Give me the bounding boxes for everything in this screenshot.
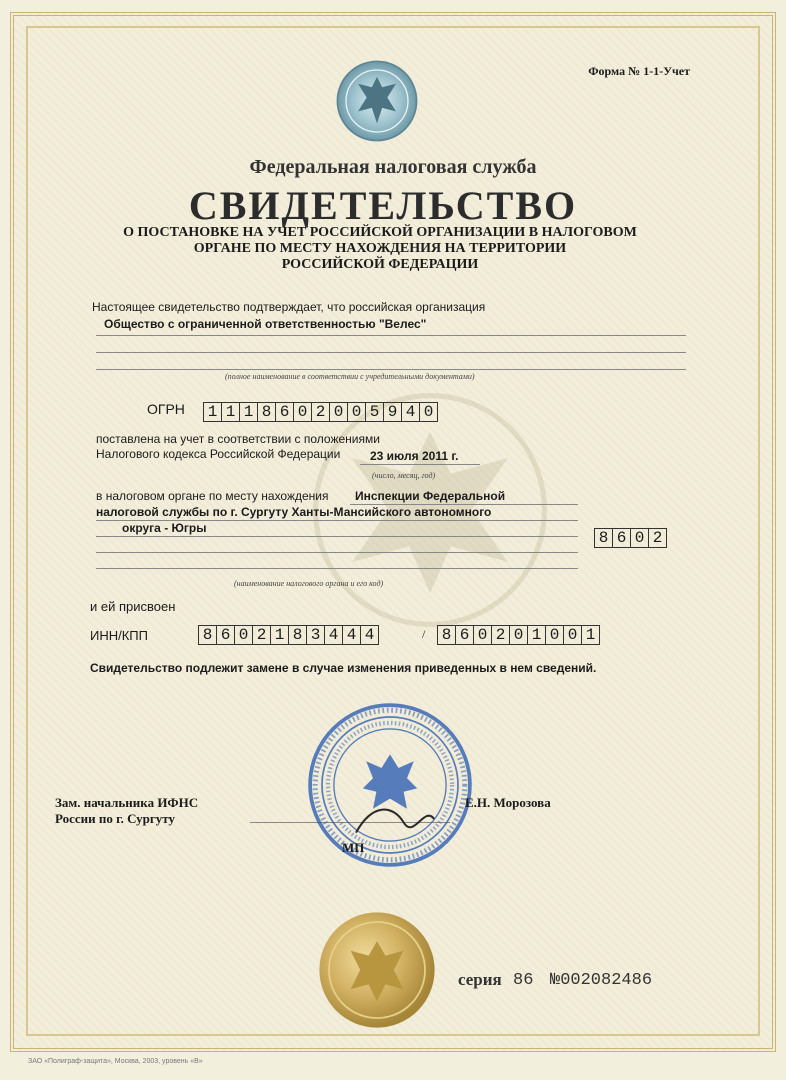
date-caption: (число, месяц, год) xyxy=(372,471,436,480)
signer-position-line-2: России по г. Сургуту xyxy=(55,811,175,826)
ogrn-label: ОГРН xyxy=(147,401,185,417)
ogrn-digit: 1 xyxy=(240,403,258,421)
authority-name-part-2: налоговой службы по г. Сургуту Ханты-Мансийского автономного xyxy=(96,505,492,519)
signer-name: Е.Н. Морозова xyxy=(465,795,551,810)
ogrn-digit: 1 xyxy=(222,403,240,421)
inn-digit: 1 xyxy=(271,626,289,644)
kpp-digit: 0 xyxy=(546,626,564,644)
ogrn-digit: 6 xyxy=(276,403,294,421)
assigned-label: и ей присвоен xyxy=(90,599,176,614)
authority-caption: (наименование налогового органа и его код) xyxy=(234,579,384,588)
service-name: Федеральная налоговая служба xyxy=(249,156,537,178)
authority-name-part-1: Инспекции Федеральной xyxy=(355,489,506,503)
ogrn-digit: 1 xyxy=(204,403,222,421)
kpp-digit: 0 xyxy=(510,626,528,644)
signer-position-line-1: Зам. начальника ИФНС xyxy=(55,795,199,810)
ogrn-digit: 4 xyxy=(402,403,420,421)
inn-boxes xyxy=(198,625,379,645)
authority-name-part-3: округа - Югры xyxy=(122,521,207,535)
gold-seal-icon xyxy=(317,910,437,1030)
registration-line-1: поставлена на учет в соответствии с положениями xyxy=(96,432,380,446)
subtitle-line-1: О ПОСТАНОВКЕ НА УЧЕТ РОССИЙСКОЙ ОРГАНИЗАЦИИ В НАЛОГОВОМ xyxy=(123,225,637,240)
inn-digit: 4 xyxy=(325,626,343,644)
subtitle-line-3: РОССИЙСКОЙ ФЕДЕРАЦИИ xyxy=(281,257,479,272)
ogrn-digit: 9 xyxy=(384,403,402,421)
ogrn-digit: 8 xyxy=(258,403,276,421)
inn-digit: 8 xyxy=(199,626,217,644)
kpp-digit: 1 xyxy=(585,626,596,644)
ogrn-digit: 0 xyxy=(423,403,434,421)
kpp-digit: 0 xyxy=(564,626,582,644)
kpp-digit: 0 xyxy=(474,626,492,644)
registration-line-2: Налогового кодекса Российской Федерации xyxy=(96,447,341,461)
organization-caption: (полное наименование в соответствии с учредительными документами) xyxy=(225,372,475,381)
authority-code-digit: 6 xyxy=(613,529,631,547)
authority-code-boxes xyxy=(594,528,667,548)
authority-code-digit: 8 xyxy=(595,529,613,547)
org-line-2 xyxy=(96,352,686,353)
replacement-notice: Свидетельство подлежит замене в случае изменения приведенных в нем сведений. xyxy=(90,661,597,675)
page-title: СВИДЕТЕЛЬСТВО xyxy=(188,183,578,228)
certificate-subtitle xyxy=(100,225,660,273)
ogrn-boxes xyxy=(203,402,438,422)
inn-digit: 8 xyxy=(289,626,307,644)
kpp-boxes xyxy=(437,625,600,645)
inn-kpp-label: ИНН/КПП xyxy=(90,628,148,643)
serial-number: №002082486 xyxy=(550,971,653,990)
authority-intro: в налоговом органе по месту нахождения xyxy=(96,489,329,503)
registration-date: 23 июля 2011 г. xyxy=(370,449,459,463)
ogrn-digit: 2 xyxy=(312,403,330,421)
kpp-digit: 1 xyxy=(528,626,546,644)
ogrn-digit: 0 xyxy=(330,403,348,421)
inn-digit: 3 xyxy=(307,626,325,644)
form-number: Форма № 1-1-Учет xyxy=(588,64,690,78)
inn-digit: 4 xyxy=(364,626,375,644)
authority-code-digit: 2 xyxy=(652,529,663,547)
ogrn-digit: 0 xyxy=(348,403,366,421)
organization-name: Общество с ограниченной ответственностью "Велес" xyxy=(104,317,427,331)
authority-line-4 xyxy=(96,552,578,553)
subtitle-line-2: ОРГАНЕ ПО МЕСТУ НАХОЖДЕНИЯ НА ТЕРРИТОРИИ xyxy=(193,241,567,256)
kpp-digit: 2 xyxy=(492,626,510,644)
organization-intro: Настоящее свидетельство подтверждает, что российская организация xyxy=(92,300,486,314)
inn-digit: 0 xyxy=(235,626,253,644)
inn-digit: 4 xyxy=(343,626,361,644)
stamp-place-mark: МП xyxy=(342,840,365,855)
kpp-digit: 8 xyxy=(438,626,456,644)
inn-kpp-separator: / xyxy=(422,627,426,641)
ogrn-digit: 5 xyxy=(366,403,384,421)
inn-digit: 2 xyxy=(253,626,271,644)
serial-label: серия xyxy=(458,970,502,989)
serial-series: 86 xyxy=(513,971,534,990)
authority-line-3 xyxy=(96,536,578,537)
printer-footer: ЗАО «Полиграф-защита», Москва, 2003, уровень «В» xyxy=(28,1058,203,1065)
org-line-1 xyxy=(96,335,686,336)
official-stamp-icon xyxy=(305,700,475,870)
inn-digit: 6 xyxy=(217,626,235,644)
authority-line-5 xyxy=(96,568,578,569)
authority-code-digit: 0 xyxy=(631,529,649,547)
ogrn-digit: 0 xyxy=(294,403,312,421)
kpp-digit: 6 xyxy=(456,626,474,644)
org-line-3 xyxy=(96,369,686,370)
hologram-emblem-icon xyxy=(334,58,420,144)
date-line xyxy=(360,464,480,465)
